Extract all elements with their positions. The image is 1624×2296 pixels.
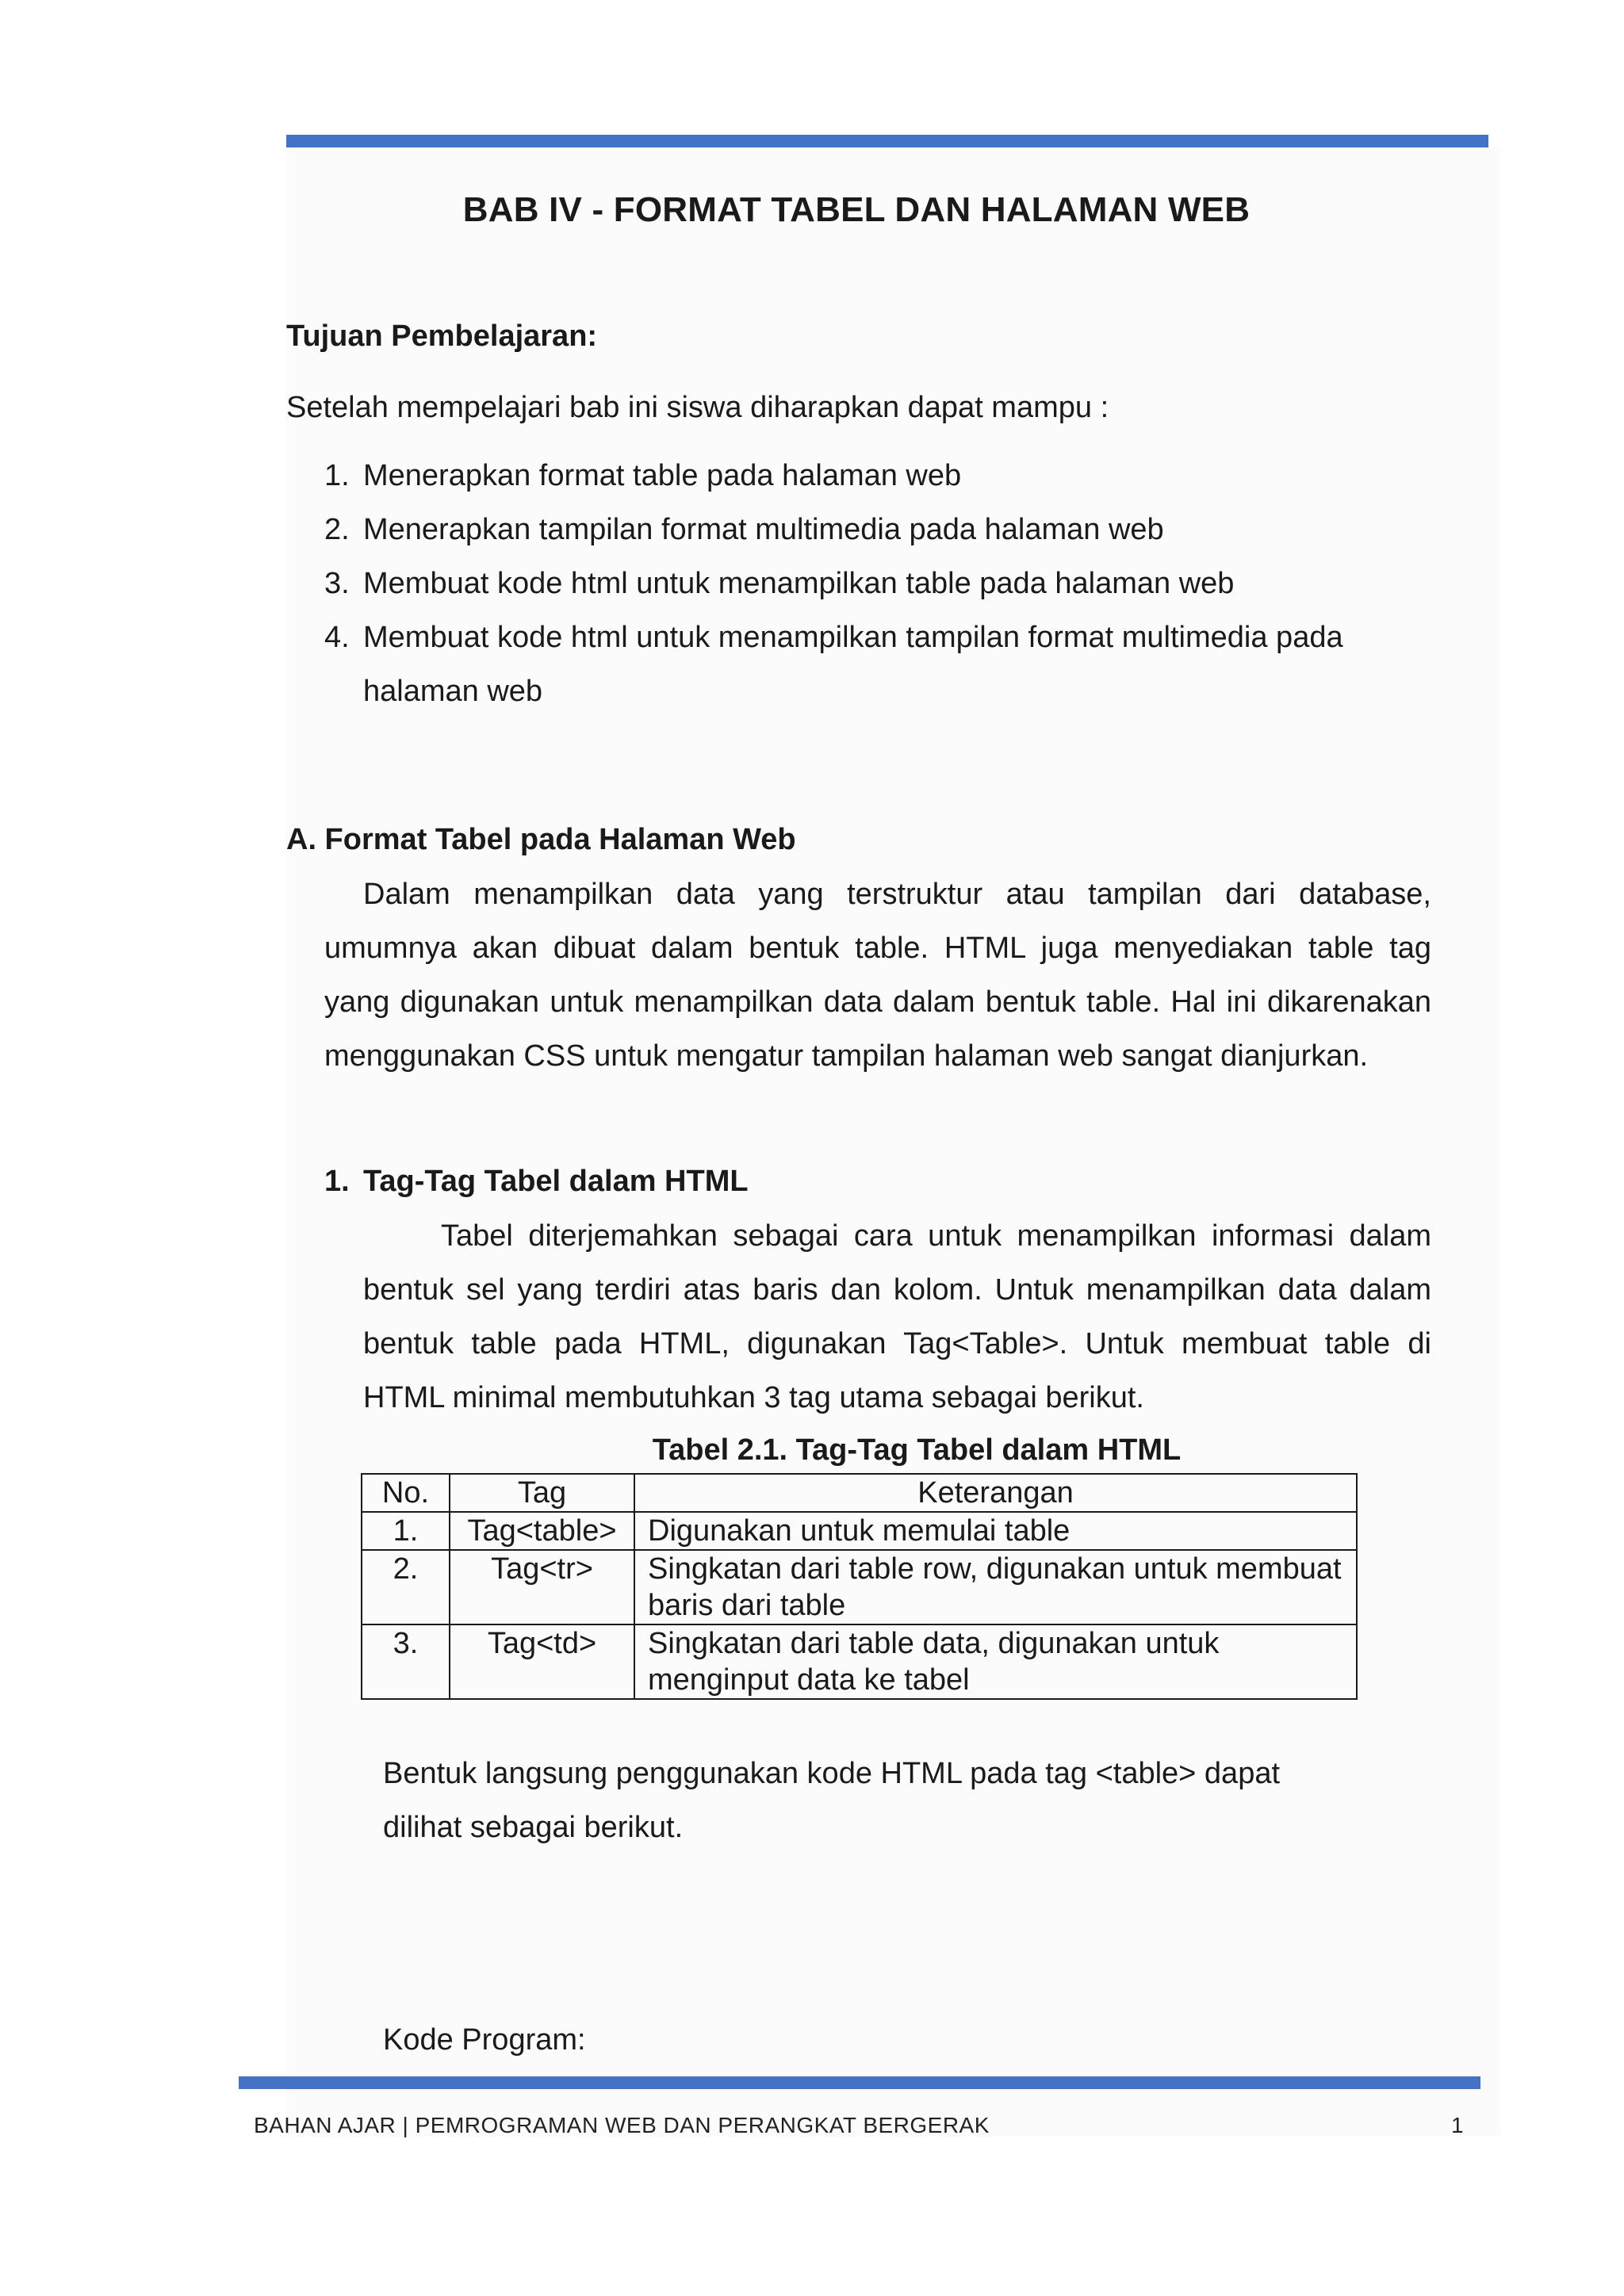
header-tag: Tag [450, 1474, 634, 1512]
table-row [362, 1512, 1357, 1550]
list-item: 3. Membuat kode html untuk menampilkan table pada halaman web [324, 567, 1235, 600]
row-number: 1. [362, 1512, 450, 1550]
header-accent-bar [286, 135, 1488, 147]
row-number: 3. [362, 1624, 450, 1699]
table-header-row [362, 1474, 1357, 1512]
section-a-paragraph: Dalam menampilkan data yang terstruktur atau tampilan dari database, umumnya akan dibuat dalam bentuk table. HTML juga menyediakan table tag yang digunakan untuk menampilkan data dalam bentuk table. Hal ini dikarenakan menggunakan CSS untuk mengatur tampilan halaman web sangat dianjurkan. [324, 878, 1431, 1073]
chapter-title: BAB IV - FORMAT TABEL DAN HALAMAN WEB [462, 190, 1251, 229]
tag-table [361, 1473, 1358, 1700]
header-keterangan: Keterangan [634, 1474, 1357, 1512]
row-number: 2. [362, 1550, 450, 1624]
row-description: Singkatan dari table data, digunakan untuk menginput data ke tabel [634, 1624, 1357, 1699]
table-caption: Tabel 2.1. Tag-Tag Tabel dalam HTML [652, 1433, 1182, 1467]
page-number: 1 [1451, 2113, 1464, 2137]
row-description: Singkatan dari table row, digunakan untuk membuat baris dari table [634, 1550, 1357, 1624]
objectives-list [286, 449, 1436, 718]
row-description: Digunakan untuk memulai table [634, 1512, 1357, 1550]
footer-text: BAHAN AJAR | PEMROGRAMAN WEB DAN PERANGKAT BERGERAK [254, 2113, 990, 2137]
subsection-1-paragraph: Tabel diterjemahkan sebagai cara untuk menampilkan informasi dalam bentuk sel yang terdiri atas baris dan kolom. Untuk menampilkan data dalam bentuk table pada HTML, digunakan Tag<Table>. Untuk membuat table di HTML minimal membutuhkan 3 tag utama sebagai berikut. [363, 1219, 1431, 1414]
subsection-1-heading: Tag-Tag Tabel dalam HTML [363, 1165, 749, 1198]
code-program-label: Kode Program: [383, 2023, 586, 2057]
list-item: 2. Menerapkan tampilan format multimedia pada halaman web [324, 513, 1164, 546]
list-item: 1. Menerapkan format table pada halaman web [324, 459, 962, 492]
objectives-intro: Setelah mempelajari bab ini siswa diharapkan dapat mampu : [286, 391, 1109, 424]
section-a-heading: A. Format Tabel pada Halaman Web [286, 823, 796, 856]
objectives-heading: Tujuan Pembelajaran: [286, 320, 598, 353]
list-item: 4. Membuat kode html untuk menampilkan tampilan format multimedia pada halaman web [324, 621, 1343, 708]
row-tag: Tag<tr> [450, 1550, 634, 1624]
subsection-1-number: 1. [324, 1165, 350, 1198]
table-row [362, 1550, 1357, 1624]
row-tag: Tag<td> [450, 1624, 634, 1699]
row-tag: Tag<table> [450, 1512, 634, 1550]
footer-accent-bar [239, 2076, 1480, 2089]
table-row [362, 1624, 1357, 1699]
header-no: No. [362, 1474, 450, 1512]
after-table-paragraph: Bentuk langsung penggunakan kode HTML pada tag <table> dapat dilihat sebagai berikut. [383, 1757, 1281, 1844]
